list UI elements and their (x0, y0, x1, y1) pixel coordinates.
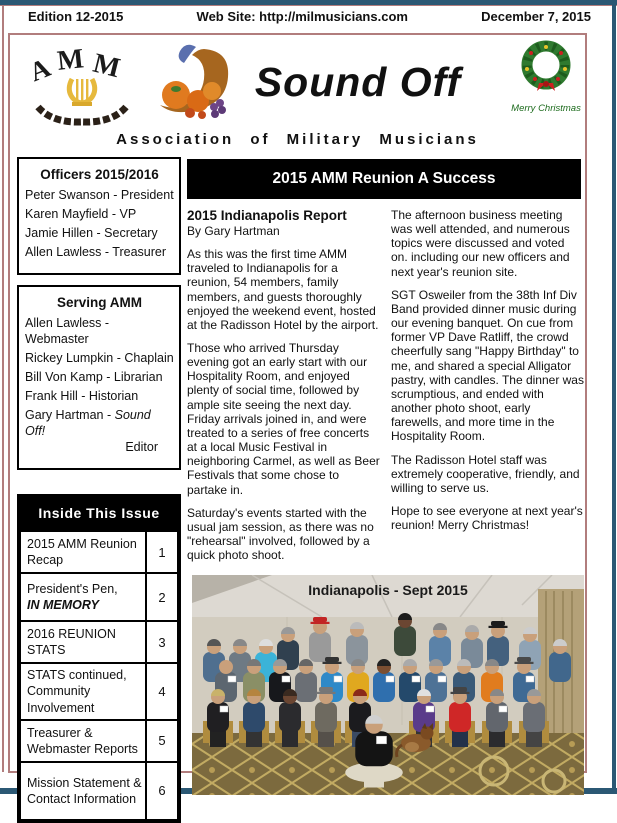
paragraph: The Radisson Hotel staff was extremely cooperative, friendly, and willing to serve us. (391, 452, 580, 495)
top-info-bar (28, 9, 591, 24)
officer-item: Jamie Hillen - Secretary (25, 226, 158, 240)
paragraph: Hope to see everyone at next year's reunion! Merry Christmas! (391, 503, 583, 533)
toc-page-number: 4 (146, 663, 178, 720)
newsletter-title: Sound Off (254, 59, 462, 105)
person-figure (309, 617, 331, 662)
officers-box (17, 157, 181, 275)
toc-entry-label (20, 720, 146, 762)
website-label: Web Site: http://milmusicians.com (196, 9, 408, 24)
page-frame-right (612, 0, 616, 794)
serving-item: Bill Von Kamp - Librarian (25, 370, 163, 384)
serving-box (17, 285, 181, 470)
officer-item: Allen Lawless - Treasurer (25, 245, 167, 259)
svg-text:A: A (25, 52, 55, 88)
toc-entry-text-2 (27, 597, 142, 613)
table-of-contents (17, 494, 181, 823)
sidebar (17, 157, 181, 823)
toc-title: Inside This Issue (19, 496, 179, 530)
toc-entry-text: Treasurer & Webmaster Reports (27, 725, 138, 756)
serving-item: Allen Lawless - Webmaster (25, 316, 110, 346)
officer-item: Karen Mayfield - VP (25, 207, 137, 221)
toc-row (20, 663, 178, 720)
svg-text:M: M (90, 47, 124, 85)
toc-entry-label (20, 663, 146, 720)
cornucopia-icon (146, 37, 238, 134)
paragraph: SGT Osweiler from the 38th Inf Div Band provided dinner music during our evening banquet. On cue from former VP Dave Ratliff, the crowd cheerfully sang "Happy Birthday" to me, and shared a special Alligator pastry, with candles. The dinner was scrumptious, and ended with another photo shoot, early farewells, and more time in the Hospitality Room. (391, 287, 584, 444)
date-label: December 7, 2015 (481, 9, 591, 24)
toc-entry-text: 2016 REUNION STATS (27, 626, 116, 657)
serving-item-editor: Gary Hartman - Sound Off! Editor (25, 408, 158, 454)
toc-entry-text: STATS continued, Community Involvement (27, 668, 127, 715)
serving-title: Serving AMM (56, 295, 142, 310)
newsletter-body-frame (8, 33, 587, 806)
toc-entry-emphasis: IN MEMORY (27, 598, 99, 612)
page-frame-red-line (0, 5, 617, 6)
toc-row (20, 573, 178, 621)
amm-lyre-logo-icon (22, 45, 142, 134)
toc-entry-text: 2015 AMM Reunion Recap (27, 536, 137, 567)
svg-text:M: M (55, 45, 86, 77)
article (187, 208, 585, 571)
toc-entry-label (20, 762, 146, 820)
article-byline: By Gary Hartman (187, 223, 280, 238)
paragraph: Those who arrived Thursday evening got an early start with our Hospitality Room, and enjoyed plenty of social time, followed by ample site seeing the next day. Friday arrivals joined in, and were treated to a series of free concerts at a local Music Festival in neighboring Carmel, as well as Beer Festivals that some chose to partake in. (187, 341, 380, 497)
toc-row (20, 762, 178, 820)
toc-entry-text: President's Pen, (27, 581, 118, 596)
main-content (187, 159, 585, 795)
toc-row (20, 531, 178, 573)
toc-entry-label (20, 573, 146, 621)
toc-entry-label (20, 531, 146, 573)
paragraph: As this was the first time AMM traveled to Indianapolis for a reunion, 54 members, family members, and guests thoroughly enjoyed the weekend event, hosted at the Radisson Hotel by the airport. (187, 247, 379, 332)
paragraph: The afternoon business meeting was well attended, and numerous topics were discussed and voted on. including our new officers and next year's reunion site. (391, 208, 570, 279)
toc-row (20, 621, 178, 663)
officer-item: Peter Swanson - President (25, 188, 174, 202)
serving-item: Frank Hill - Historian (25, 389, 139, 403)
toc-row (20, 720, 178, 762)
toc-page-number: 3 (146, 621, 178, 663)
toc-page-number: 1 (146, 531, 178, 573)
toc-entry-label (20, 621, 146, 663)
page-frame-left-line (2, 6, 4, 772)
toc-page-number: 6 (146, 762, 178, 820)
officers-title: Officers 2015/2016 (40, 167, 159, 182)
toc-entry-text: Mission Statement & Contact Information (27, 775, 142, 806)
serving-item: Rickey Lumpkin - Chaplain (25, 351, 174, 365)
photo-caption: Indianapolis - Sept 2015 (308, 582, 468, 599)
article-column-1 (187, 208, 380, 571)
article-heading: 2015 Indianapolis Report (187, 208, 347, 223)
paragraph: Saturday's events started with the usual jam session, as there was no "rehearsal" involved, followed by a quick photo shoot. (187, 505, 374, 563)
article-column-2 (391, 208, 584, 571)
toc-page-number: 2 (146, 573, 178, 621)
group-photo (192, 575, 584, 795)
headline-banner: 2015 AMM Reunion A Success (187, 159, 581, 199)
merry-christmas-label: Merry Christmas (511, 103, 581, 114)
christmas-wreath-icon (511, 84, 581, 101)
toc-page-number: 5 (146, 720, 178, 762)
association-subtitle: Association of Military Musicians (116, 131, 479, 148)
edition-label: Edition 12-2015 (28, 9, 124, 24)
